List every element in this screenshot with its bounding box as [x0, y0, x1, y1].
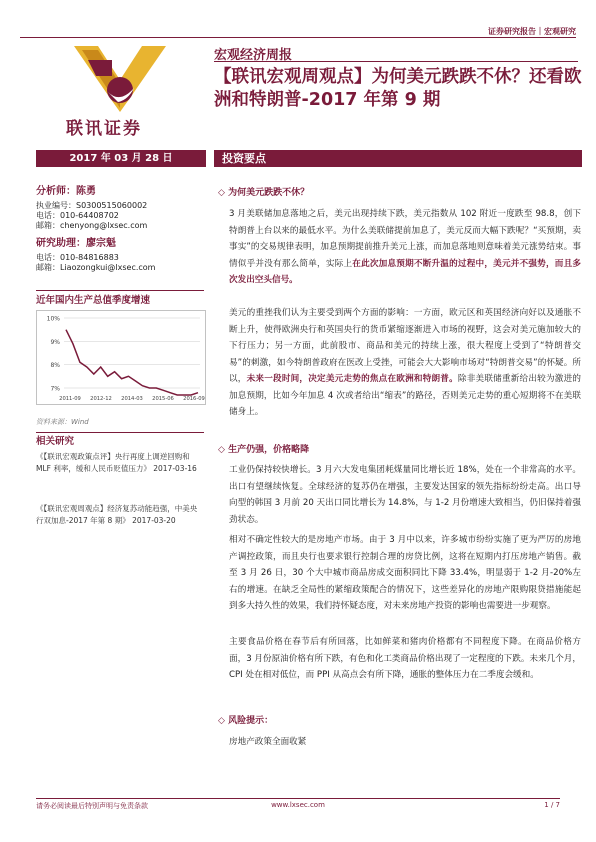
chart-title: 近年国内生产总值季度增速: [36, 295, 151, 306]
related-title: 相关研究: [36, 436, 75, 447]
diamond-bullet-icon: ◇: [218, 445, 229, 455]
chart-divider: [36, 290, 204, 291]
related-item[interactable]: 《【联讯宏观政策点评】央行再度上调逆回购和 MLF 利率，缓和人民币贬值压力》 2017-03-16: [36, 452, 197, 473]
report-type: 证券研究报告｜宏观研究: [488, 27, 576, 36]
paragraph-1: 3 月美联储加息落地之后，美元出现持续下跌，美元指数从 102 附近一度跌至 98.8，创下特朗普上台以来的最低水平。为什么美联储提前加息了，美元反而大幅下跌呢？“买预期，卖事实”的交易规律表明，加息预期提前推升美元上涨，而加息落地则意味着美元涨势结束。事情似乎并没有那么简单，实际上在此次加息预期不断升温的过程中，美元并不强势，而且多次发出空头信号。: [229, 209, 581, 285]
y-tick-label: 10%: [46, 315, 60, 323]
diamond-bullet-icon: ◇: [218, 188, 229, 198]
footer-disclaimer[interactable]: 请务必阅读最后特别声明与免责条款: [36, 802, 148, 810]
report-date: 2017 年 03 月 28 日: [36, 150, 206, 167]
section-risk: ◇ 风险提示：: [218, 716, 274, 726]
page-title: 【联讯宏观周观点】为何美元跌跌不休？还看欧洲和特朗普-2017 年第 9 期: [214, 67, 582, 110]
analyst-block: [36, 187, 206, 231]
assistant-email[interactable]: 邮箱：Liaozongkui@lxsec.com: [36, 263, 156, 272]
title-divider: [214, 61, 578, 62]
top-divider: [20, 37, 576, 38]
footer-divider: [36, 798, 560, 799]
analyst-email[interactable]: 邮箱：chenyong@lxsec.com: [36, 221, 148, 230]
diamond-bullet-icon: ◇: [218, 716, 229, 726]
paragraph-3: 工业仍保持较快增长。3 月六大发电集团耗煤量同比增长近 18%，处在一个非常高的水平。出口有望继续恢复。全球经济的复苏仍在增强，主要发达国家的领先指标纷纷走高。出口导向型的韩国 3 月前 20 天出口同比增长为 14.8%，与 1-2 月份增速大致相当，仍旧保持着强劲状态。: [229, 465, 581, 525]
related-item[interactable]: 《【联讯宏观周观点】经济复苏动能趋强，中美央行双加息-2017 年第 8 期》 2017-03-20: [36, 504, 198, 525]
analyst-license: 执业编号：S0300515060002: [36, 201, 148, 210]
points-header: 投资要点: [214, 150, 582, 167]
y-tick-label: 9%: [50, 338, 60, 346]
assistant-label: 研究助理：廖宗魁: [36, 238, 116, 249]
chart-frame: [37, 311, 206, 405]
x-tick-label: 2015-06: [152, 396, 174, 402]
section-production: ◇ 生产仍强，价格略降: [218, 445, 310, 455]
x-tick-label: 2016-09: [183, 396, 205, 402]
chart-source: 资料来源：Wind: [36, 418, 89, 426]
risk-text: 房地产政策全面收紧: [229, 737, 307, 747]
analyst-phone: 电话：010-64408702: [36, 211, 119, 220]
footer-website[interactable]: www.lxsec.com: [271, 801, 325, 809]
paragraph-5: 主要食品价格在春节后有所回落，比如鲜菜和猪肉价格都有不同程度下降。在商品价格方面，3 月份原油价格有所下跌，有色和化工类商品价格出现了一定程度的下跌。未来几个月，CPI 处在相对低位，而 PPI 从高点会有所下降，通胀的整体压力在二季度会缓和。: [229, 637, 581, 680]
gdp-series-line: [66, 330, 198, 395]
analyst-label: 分析师：陈勇: [36, 186, 96, 197]
y-tick-label: 7%: [50, 385, 60, 393]
gdp-growth-chart: [36, 310, 206, 405]
paragraph-4: 相对不确定性较大的是房地产市场。由于 3 月中以来，许多城市纷纷实施了更为严厉的房地产调控政策，而且央行也要求银行控制合理的房贷比例，这将在短期内打压房地产销售。截至 3 月 26 日，30 个大中城市商品房成交面积同比下降 33.4%，明显弱于 1-2 月-20%左右的增速。在缺乏全局性的紧缩政策配合的情况下，这些差异化的房地产限购限贷措施能起到多大持久性的效果，我们持怀疑态度，对未来房地产投资的影响也需要进一步观察。: [229, 535, 581, 611]
x-tick-label: 2012-12: [90, 396, 112, 402]
x-tick-label: 2011-09: [59, 396, 81, 402]
assistant-phone: 电话：010-84816883: [36, 253, 119, 262]
footer-page-number: 1 / 7: [544, 801, 560, 809]
logo-text: 联讯证券: [66, 119, 142, 139]
section-tag: 宏观经济周报: [214, 48, 293, 63]
paragraph-2: 美元的重挫我们认为主要受到两个方面的影响：一方面，欧元区和英国经济向好以及通胀不断上升，使得欧洲央行和英国央行的货币紧缩逐渐进入市场的视野，这会对美元施加较大的下行压力；另一方面，此前股市、商品和美元的持续上涨，很大程度上受到了“特朗普交易”的刺激，如今特朗普政府在医改上受挫，可能会大大影响市场对“特朗普交易”的怀疑。所以，未来一段时间，决定美元走势的焦点在欧洲和特朗普。除非美联储重新给出较为激进的加息预期，比如今年加息 4 次或者给出“缩表”的路径，否则美元走势的重心短期将不在美联储身上。: [229, 308, 581, 417]
x-tick-label: 2014-03: [121, 396, 143, 402]
assistant-block: [36, 239, 206, 273]
section-why-dollar: ◇ 为何美元跌跌不休？: [218, 188, 310, 198]
y-tick-label: 8%: [50, 362, 60, 370]
